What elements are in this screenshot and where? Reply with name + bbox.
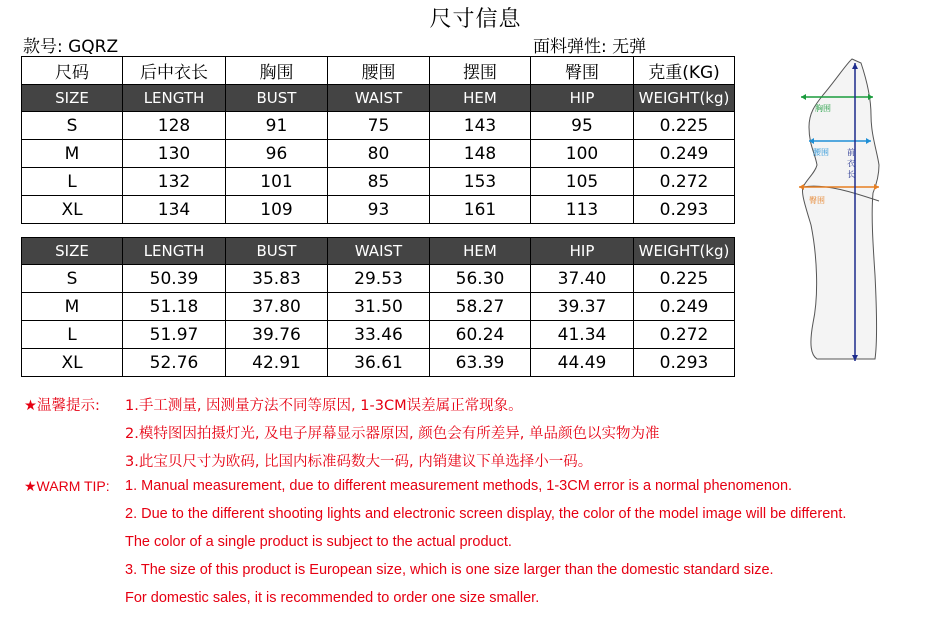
- en-header-cell: SIZE: [22, 85, 123, 112]
- table-inch-body: [22, 265, 735, 377]
- value-cell: 134: [123, 196, 226, 224]
- value-cell: 33.46: [328, 321, 430, 349]
- bust-arrow-head-left: [801, 94, 806, 100]
- value-cell: 91: [226, 112, 328, 140]
- value-cell: 51.97: [123, 321, 226, 349]
- value-cell: 0.272: [634, 168, 735, 196]
- value-cell: 63.39: [430, 349, 531, 377]
- value-cell: 39.37: [531, 293, 634, 321]
- hip-arrow-head-right: [874, 184, 879, 190]
- cn-tip-line: 3.此宝贝尺寸为欧码, 比国内标准码数大一码, 内销建议下单选择小一码。: [125, 454, 593, 470]
- hip-label: 臀围: [809, 196, 825, 205]
- value-cell: 109: [226, 196, 328, 224]
- value-cell: 0.293: [634, 196, 735, 224]
- fabric-stretch: 面料弹性: 无弹: [533, 37, 647, 57]
- value-cell: 101: [226, 168, 328, 196]
- en-header-cell: HEM: [430, 85, 531, 112]
- size-cell: S: [22, 112, 123, 140]
- en-header-cell: SIZE: [22, 238, 123, 265]
- waist-label: 腰围: [813, 148, 829, 157]
- value-cell: 60.24: [430, 321, 531, 349]
- cn-header-cell: 尺码: [22, 57, 123, 85]
- value-cell: 128: [123, 112, 226, 140]
- garment-outline: [802, 59, 879, 359]
- value-cell: 35.83: [226, 265, 328, 293]
- value-cell: 113: [531, 196, 634, 224]
- hip-arrow-head-left: [799, 184, 804, 190]
- value-cell: 41.34: [531, 321, 634, 349]
- value-cell: 51.18: [123, 293, 226, 321]
- value-cell: 39.76: [226, 321, 328, 349]
- value-cell: 0.249: [634, 293, 735, 321]
- value-cell: 36.61: [328, 349, 430, 377]
- value-cell: 95: [531, 112, 634, 140]
- en-tip-line: 3. The size of this product is European size, which is one size larger than the domestic standard size.: [125, 562, 774, 578]
- style-number: 款号: GQRZ: [23, 37, 119, 57]
- size-table-cm: [21, 56, 735, 224]
- size-table-inch: [21, 237, 735, 377]
- value-cell: 56.30: [430, 265, 531, 293]
- table-row: [22, 168, 735, 196]
- en-tip-label: ★WARM TIP:: [24, 478, 110, 494]
- cn-header-cell: 摆围: [430, 57, 531, 85]
- value-cell: 37.80: [226, 293, 328, 321]
- table-row: [22, 196, 735, 224]
- value-cell: 75: [328, 112, 430, 140]
- value-cell: 153: [430, 168, 531, 196]
- size-cell: S: [22, 265, 123, 293]
- en-header-cell: WEIGHT(kg): [634, 238, 735, 265]
- cn-header-cell: 后中衣长: [123, 57, 226, 85]
- value-cell: 37.40: [531, 265, 634, 293]
- cn-header-row: [22, 57, 735, 85]
- value-cell: 0.225: [634, 112, 735, 140]
- cn-header-cell: 臀围: [531, 57, 634, 85]
- cn-header-cell: 腰围: [328, 57, 430, 85]
- bust-arrow-head-right: [868, 94, 873, 100]
- en-header-cell: BUST: [226, 85, 328, 112]
- value-cell: 93: [328, 196, 430, 224]
- en-header-cell: LENGTH: [123, 85, 226, 112]
- bust-label: 胸围: [815, 104, 831, 113]
- value-cell: 58.27: [430, 293, 531, 321]
- value-cell: 85: [328, 168, 430, 196]
- cn-tip-label: ★温馨提示:: [24, 398, 100, 414]
- en-tip-line: 1. Manual measurement, due to different measurement methods, 1-3CM error is a normal phenomenon.: [125, 478, 793, 494]
- value-cell: 42.91: [226, 349, 328, 377]
- value-cell: 100: [531, 140, 634, 168]
- table-row: [22, 293, 735, 321]
- en-header-cell: HEM: [430, 238, 531, 265]
- page-title: 尺寸信息: [429, 7, 522, 32]
- size-cell: M: [22, 140, 123, 168]
- value-cell: 44.49: [531, 349, 634, 377]
- size-cell: L: [22, 321, 123, 349]
- value-cell: 0.293: [634, 349, 735, 377]
- table-row: [22, 140, 735, 168]
- value-cell: 80: [328, 140, 430, 168]
- length-label: 前 衣 长: [847, 148, 855, 179]
- value-cell: 0.225: [634, 265, 735, 293]
- cn-tip-line: 1.手工测量, 因测量方法不同等原因, 1-3CM误差属正常现象。: [125, 398, 523, 414]
- value-cell: 50.39: [123, 265, 226, 293]
- table-row: [22, 349, 735, 377]
- en-header-cell: WEIGHT(kg): [634, 85, 735, 112]
- en-header-cell: WAIST: [328, 238, 430, 265]
- value-cell: 31.50: [328, 293, 430, 321]
- cn-tip-line: 2.模特图因拍摄灯光, 及电子屏幕显示器原因, 颜色会有所差异, 单品颜色以实物为准: [125, 426, 660, 442]
- en-header-row: [22, 238, 735, 265]
- table-row: [22, 112, 735, 140]
- value-cell: 132: [123, 168, 226, 196]
- en-header-cell: WAIST: [328, 85, 430, 112]
- en-header-cell: HIP: [531, 85, 634, 112]
- value-cell: 161: [430, 196, 531, 224]
- table-cm-body: [22, 112, 735, 224]
- value-cell: 0.249: [634, 140, 735, 168]
- value-cell: 130: [123, 140, 226, 168]
- size-cell: L: [22, 168, 123, 196]
- en-header-cell: BUST: [226, 238, 328, 265]
- value-cell: 143: [430, 112, 531, 140]
- value-cell: 105: [531, 168, 634, 196]
- value-cell: 0.272: [634, 321, 735, 349]
- table-row: [22, 321, 735, 349]
- value-cell: 52.76: [123, 349, 226, 377]
- garment-diagram: [795, 55, 885, 370]
- value-cell: 96: [226, 140, 328, 168]
- size-cell: XL: [22, 196, 123, 224]
- cn-header-cell: 胸围: [226, 57, 328, 85]
- en-header-cell: LENGTH: [123, 238, 226, 265]
- en-header-cell: HIP: [531, 238, 634, 265]
- size-cell: M: [22, 293, 123, 321]
- cn-header-cell: 克重(KG): [634, 57, 735, 85]
- value-cell: 148: [430, 140, 531, 168]
- en-tip-line: The color of a single product is subject to the actual product.: [125, 534, 512, 550]
- size-cell: XL: [22, 349, 123, 377]
- en-tip-line: For domestic sales, it is recommended to order one size smaller.: [125, 590, 540, 606]
- value-cell: 29.53: [328, 265, 430, 293]
- en-tip-line: 2. Due to the different shooting lights and electronic screen display, the color of the model image will be different.: [125, 506, 847, 522]
- en-header-row: [22, 85, 735, 112]
- table-row: [22, 265, 735, 293]
